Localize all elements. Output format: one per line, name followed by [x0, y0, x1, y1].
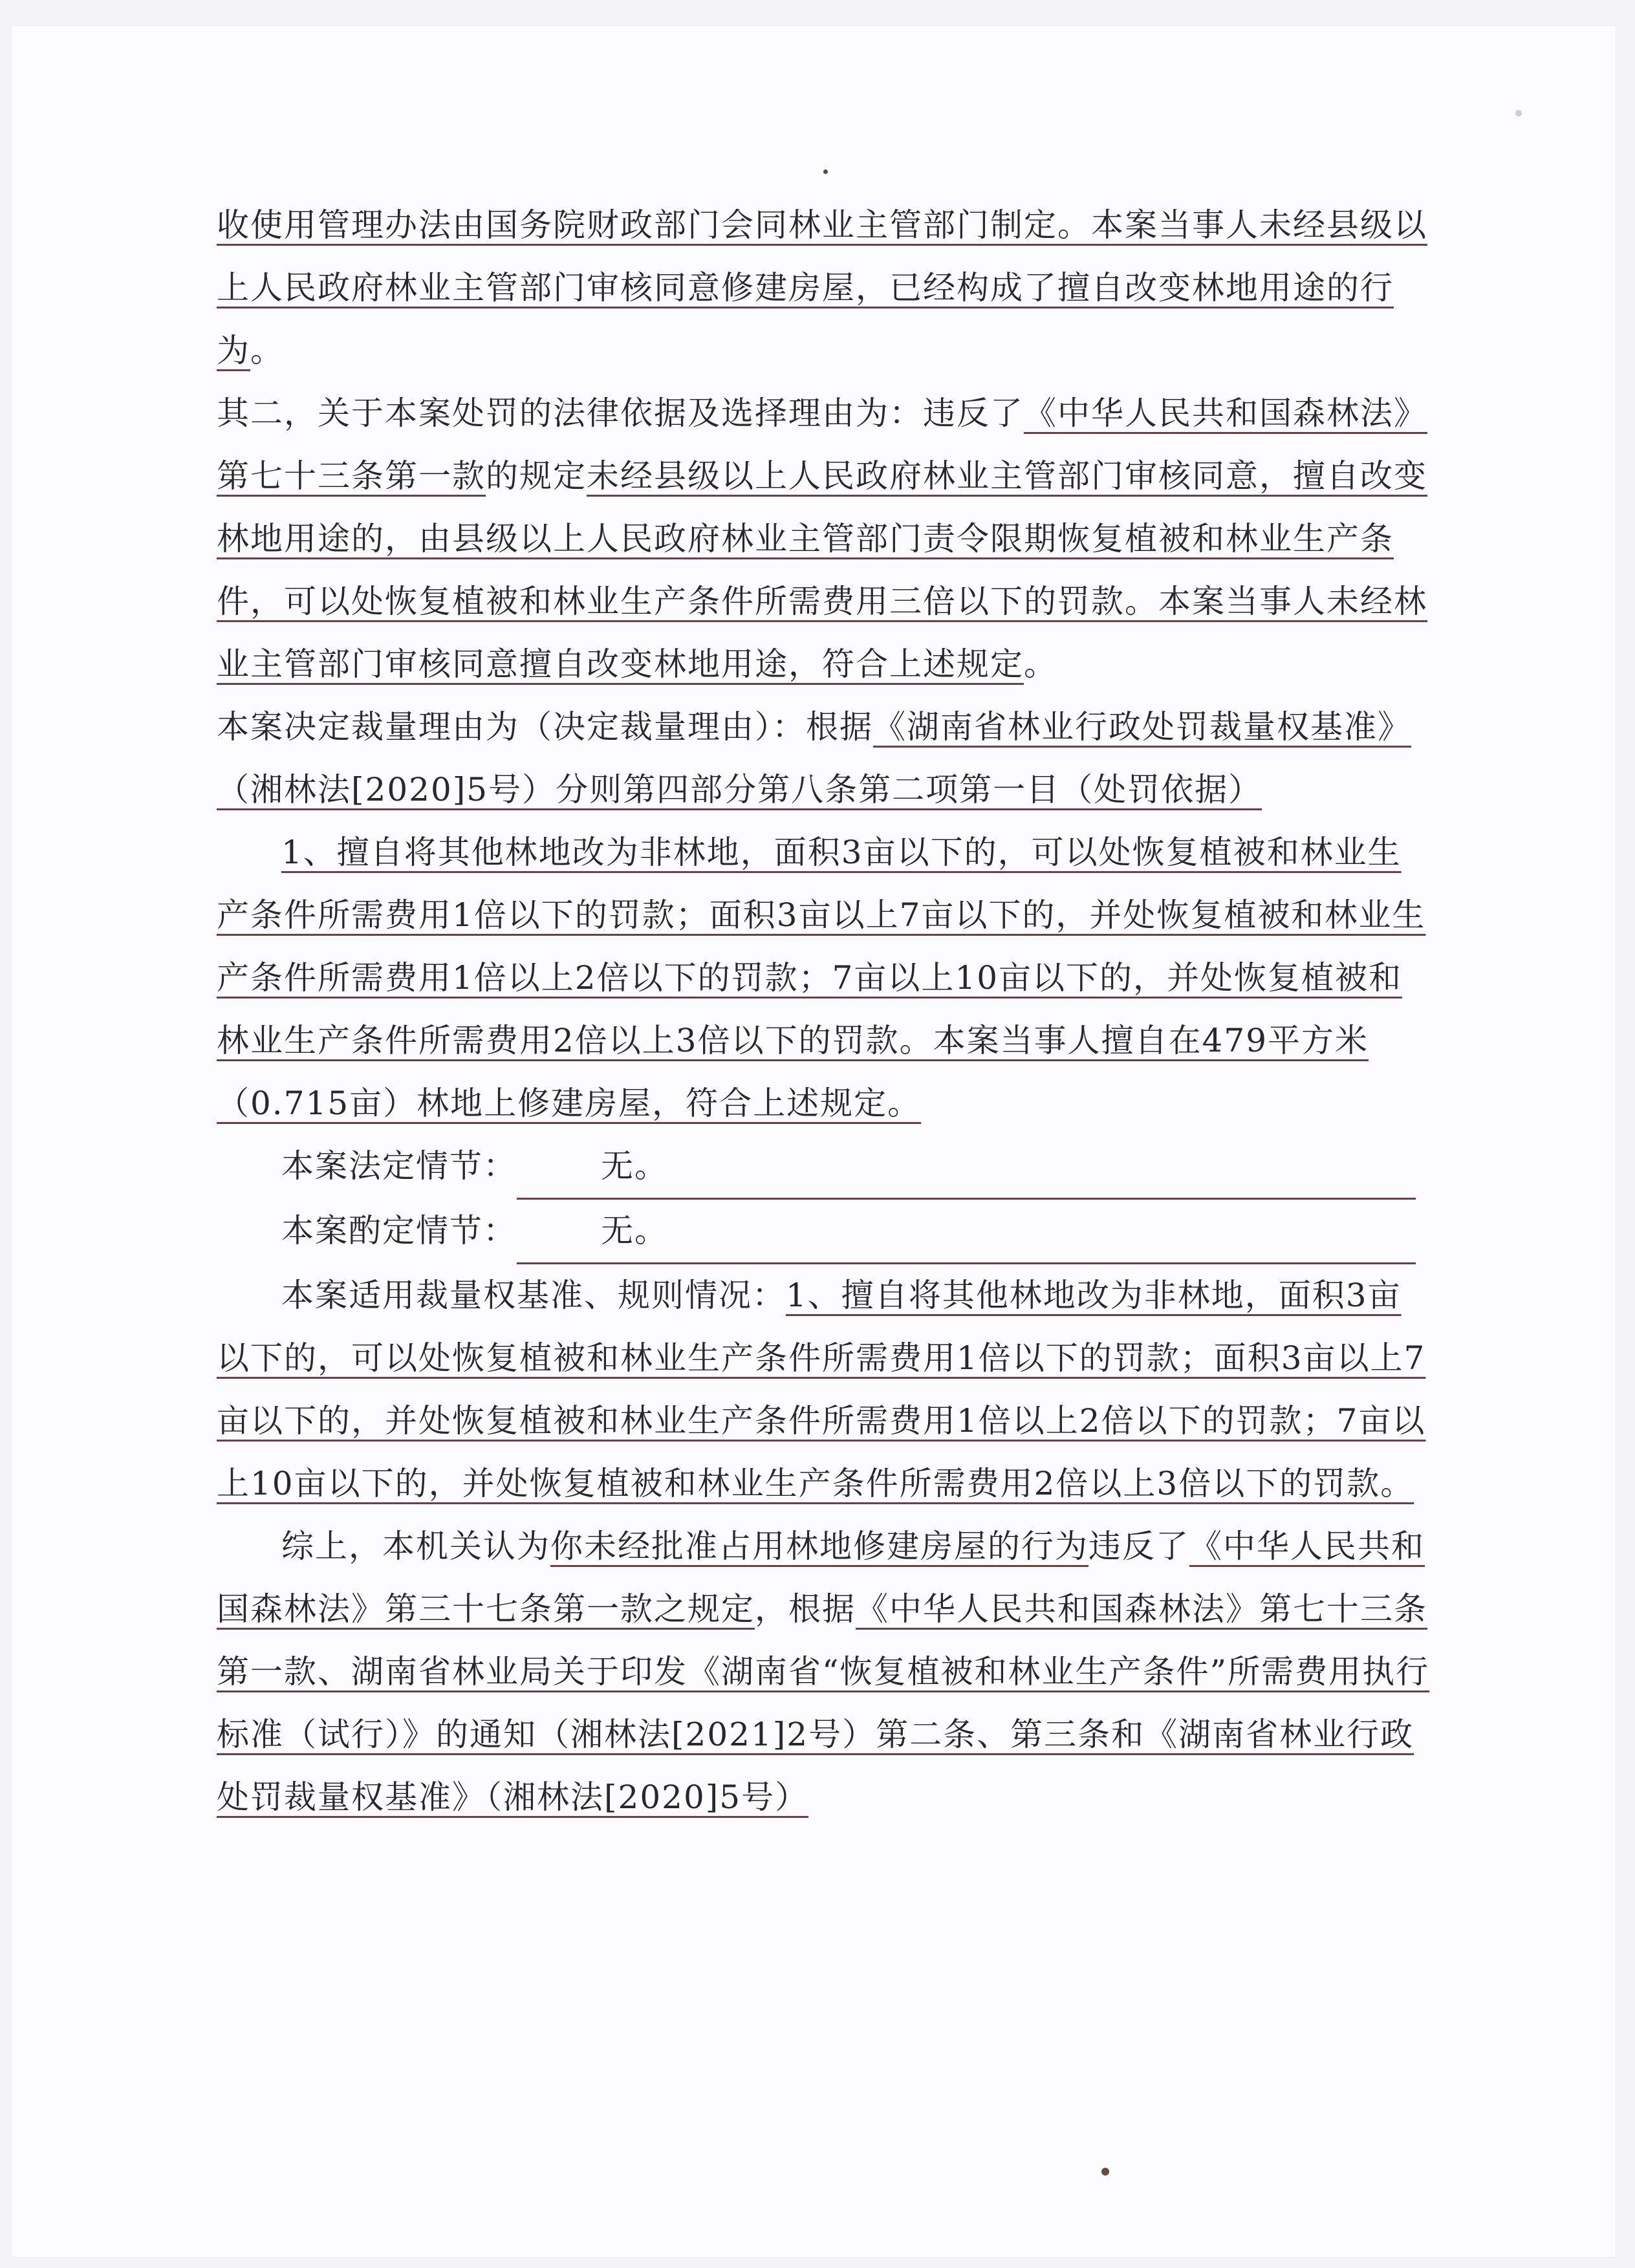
- body-text: 的规定: [486, 457, 587, 495]
- underlined-text: 1、擅自将其他林地改为非林地，面积3亩以下的，可以处恢复植被和林业生产条件所需费用1倍以下的罚款；面积3亩以上7亩以下的，并处恢复植被和林业生产条件所需费用1倍以上2倍以下的罚款；7亩以上10亩以下的，并处恢复植被和林业生产条件所需费用2倍以上3倍以下的罚款。本案当事人擅自在479平方米（0.715亩）林地上修建房屋，符合上述规定。: [217, 834, 1426, 1122]
- body-text: 。: [250, 332, 284, 369]
- scan-speck: [1515, 110, 1522, 116]
- underlined-text: 《中华人民共和国森林法》第七十三条第一款、湖南省林业局关于印发《湖南省“恢复植被和林业生产条件”所需费用执行标准（试行）》的通知（湘林法[2021]2号）第二条、第三条和《湖南省林业行政处罚裁量权基准》（湘林法[2020]5号）: [217, 1590, 1430, 1816]
- body-text: 综上，本机关认为: [281, 1528, 550, 1565]
- paragraph-p2: [217, 382, 1433, 696]
- underlined-text: 《中华人民共和国森林法》第七十三条第一款: [217, 394, 1427, 495]
- fill-in-blank: 无。: [517, 1135, 1416, 1200]
- paragraph-p6: [217, 1200, 1433, 1264]
- body-text: 本案决定裁量理由为（决定裁量理由）：根据: [217, 708, 873, 746]
- underlined-text: 《中华人民共和国森林法》第三十七条第一款之规定: [217, 1528, 1425, 1628]
- underlined-text: 1、擅自将其他林地改为非林地，面积3亩以下的，可以处恢复植被和林业生产条件所需费用1倍以下的罚款；面积3亩以上7亩以下的，并处恢复植被和林业生产条件所需费用1倍以上2倍以下的罚款；7亩以上10亩以下的，并处恢复植被和林业生产条件所需费用2倍以上3倍以下的罚款。: [217, 1277, 1426, 1502]
- paragraph-p8: [217, 1515, 1433, 1829]
- body-text: 违反了: [1088, 1528, 1189, 1565]
- body-text: ，根据: [755, 1590, 856, 1628]
- scan-speck: [823, 169, 828, 174]
- document-body: [217, 194, 1433, 1829]
- underlined-text: 《湖南省林业行政处罚裁量权基准》（湘林法[2020]5号）分则第四部分第八条第二项第一目（处罚依据）: [217, 708, 1411, 808]
- fill-in-blank: 无。: [517, 1200, 1416, 1264]
- underlined-text: 你未经批准占用林地修建房屋的行为: [550, 1528, 1088, 1565]
- paragraph-p4: [217, 821, 1433, 1135]
- body-text: 本案适用裁量权基准、规则情况：: [281, 1277, 786, 1314]
- scan-speck: [1101, 2168, 1109, 2176]
- body-text: 。: [1024, 645, 1057, 683]
- body-text: 其二，关于本案处罚的法律依据及选择理由为：违反了: [217, 394, 1024, 432]
- paragraph-p3: [217, 696, 1433, 821]
- underlined-text: 未经县级以上人民政府林业主管部门审核同意，擅自改变林地用途的，由县级以上人民政府林业主管部门责令限期恢复植被和林业生产条件，可以处恢复植被和林业生产条件所需费用三倍以下的罚款。本案当事人未经林业主管部门审核同意擅自改变林地用途，符合上述规定: [217, 457, 1427, 683]
- body-text: 本案法定情节：: [281, 1147, 517, 1185]
- paragraph-p5: [217, 1135, 1433, 1200]
- paragraph-p1: [217, 194, 1433, 382]
- body-text: 本案酌定情节：: [281, 1212, 517, 1249]
- paragraph-p7: [217, 1264, 1433, 1515]
- underlined-text: 收使用管理办法由国务院财政部门会同林业主管部门制定。本案当事人未经县级以上人民政府林业主管部门审核同意修建房屋，已经构成了擅自改变林地用途的行为: [217, 206, 1427, 369]
